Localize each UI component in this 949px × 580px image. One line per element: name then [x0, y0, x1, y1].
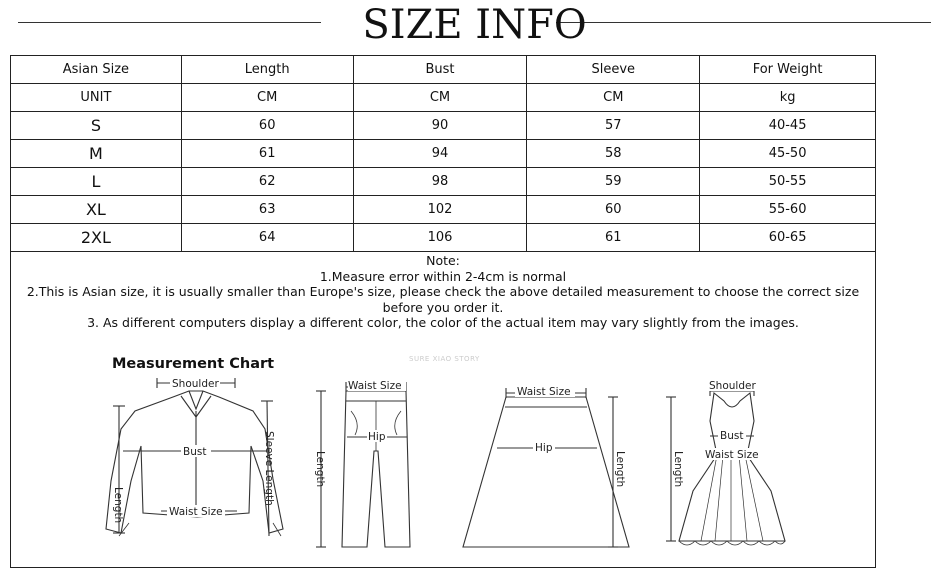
- size-cell: M: [11, 140, 182, 168]
- table-cell: 60: [181, 112, 353, 140]
- size-cell: L: [11, 168, 182, 196]
- notes-panel: [10, 251, 876, 568]
- table-row: [11, 112, 876, 140]
- dress-waist-label: Waist Size: [705, 449, 759, 461]
- shirt-bust-label: Bust: [183, 446, 207, 458]
- size-table: [10, 55, 876, 252]
- table-cell: 94: [353, 140, 527, 168]
- skirt-length-label: Length: [614, 451, 626, 488]
- measurement-chart-title: Measurement Chart: [112, 356, 275, 372]
- table-cell: 98: [353, 168, 527, 196]
- page-title: SIZE INFO: [362, 2, 587, 48]
- unit-cell: kg: [700, 84, 876, 112]
- pants-waist-label: Waist Size: [348, 380, 402, 392]
- shirt-sleeve-label: Sleeve Length: [263, 431, 275, 506]
- header-cell: Bust: [353, 56, 527, 84]
- table-cell: 57: [527, 112, 700, 140]
- unit-cell: CM: [527, 84, 700, 112]
- notes-heading: Note:: [426, 253, 460, 268]
- header-cell: Length: [181, 56, 353, 84]
- header-cell: Asian Size: [11, 56, 182, 84]
- dress-shoulder-label: Shoulder: [709, 380, 756, 392]
- note-item: 3. As different computers display a different color, the color of the actual item may vary slightly from the images.: [87, 315, 799, 330]
- header-cell: For Weight: [700, 56, 876, 84]
- table-cell: 102: [353, 196, 527, 224]
- table-cell: 90: [353, 112, 527, 140]
- table-row: [11, 196, 876, 224]
- table-cell: 45-50: [700, 140, 876, 168]
- note-item: 1.Measure error within 2-4cm is normal: [319, 268, 567, 284]
- shirt-shoulder-label: Shoulder: [172, 378, 219, 390]
- table-cell: 50-55: [700, 168, 876, 196]
- skirt-hip-label: Hip: [535, 442, 553, 454]
- skirt-waist-label: Waist Size: [517, 386, 571, 398]
- table-cell: 58: [527, 140, 700, 168]
- table-cell: 40-45: [700, 112, 876, 140]
- skirt-figure: [463, 388, 629, 547]
- table-cell: 61: [527, 224, 700, 252]
- header-cell: Sleeve: [527, 56, 700, 84]
- table-cell: 60-65: [700, 224, 876, 252]
- table-cell: 63: [181, 196, 353, 224]
- table-cell: 60: [527, 196, 700, 224]
- table-cell: 106: [353, 224, 527, 252]
- dress-length-label: Length: [672, 451, 684, 488]
- size-cell: 2XL: [11, 224, 182, 252]
- table-unit-row: [11, 84, 876, 112]
- measurement-figures: [11, 251, 875, 567]
- pants-figure: [316, 382, 410, 547]
- note-item: 2.This is Asian size, it is usually smaller than Europe's size, please check the above detailed measurement to choose the correct size before you order it.: [26, 284, 860, 315]
- table-row: [11, 168, 876, 196]
- shirt-length-label: Length: [112, 487, 124, 524]
- table-cell: 62: [181, 168, 353, 196]
- table-cell: 61: [181, 140, 353, 168]
- unit-cell: CM: [353, 84, 527, 112]
- size-cell: XL: [11, 196, 182, 224]
- table-cell: 59: [527, 168, 700, 196]
- pants-length-label: Length: [314, 451, 326, 488]
- unit-cell: UNIT: [11, 84, 182, 112]
- watermark: SURE XIAO STORY: [409, 355, 480, 363]
- table-row: [11, 140, 876, 168]
- dress-bust-label: Bust: [720, 430, 744, 442]
- table-cell: 55-60: [700, 196, 876, 224]
- pants-hip-label: Hip: [368, 431, 386, 443]
- unit-cell: CM: [181, 84, 353, 112]
- table-header-row: [11, 56, 876, 84]
- shirt-waist-label: Waist Size: [169, 506, 223, 518]
- size-cell: S: [11, 112, 182, 140]
- table-cell: 64: [181, 224, 353, 252]
- table-row: [11, 224, 876, 252]
- title-row: [0, 0, 949, 50]
